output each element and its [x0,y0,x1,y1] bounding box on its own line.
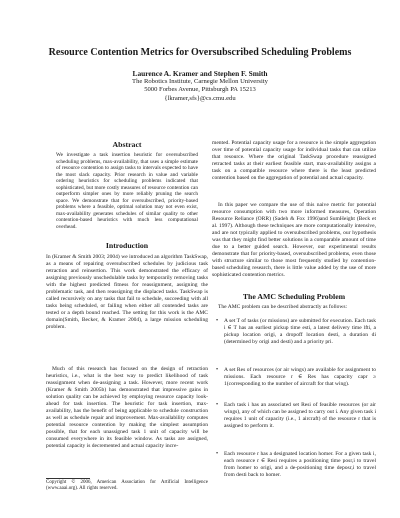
list-item-text: A set Res of resources (or air wings) are available for assignment to missions. Each resource r ∈ Res has capacity capr ≥ 1(corresponding to the number of aircraft for that wing). [224,367,376,388]
right-paragraph-1: mented. Potential capacity usage for a resource is the simple aggregation over time of potential capacity usage for individual tasks that can utilize that resource. Where the original TaskSwap procedure reassigned retracted tasks at their earliest feasible start, max-availability assigns a task on a compatible resource where there is the least predicted contention based on the aggregation of potential and actual capacity. [212,140,376,182]
bullet-icon: • [216,318,219,324]
affiliation-line-1: The Robotics Institute, Carnegie Mellon University [132,78,268,86]
introduction-paragraph-1: In (Kramer & Smith 2003; 2004) we introduced an algorithm TaskSwap, as a means of repairing oversubscribed schedules by judicious task retraction and reinsertion. This work demonstrated the efficacy of assigning previously unschedulable tasks by temporarily removing tasks with the highest predicted fitness for reassignment, assigning the problematic task, and then reassigning the displaced tasks. TaskSwap is called recursively on any tasks that fail to schedule, succeeding with all tasks being scheduled, or failing when either all contended tasks are tested or a depth bound reached. The setting for this work is the AMC domain(Smith, Becker, & Kramer 2004), a large mission scheduling problem. [46,254,208,331]
list-item [216,402,376,430]
list-item [216,318,376,346]
author-block [20,70,380,103]
list-item-text: A set T of tasks (or missions) are submitted for execution. Each task i ∈ T has an earliest pickup time esti, a latest delivery time lfti, a pickup location origi, a dropoff location desti, a duration di (determined by origi and desti) and a priority pri. [224,318,376,346]
right-paragraph-2: In this paper we compare the use of this naive metric for potential resource consumption with two more informed measures, Operation Resource Reliance (ORR) (Sadeh & Fox 1996)and SumHeight (Beck et al. 1997). Although these techniques are more computationally intensive, and are not typically applied to oversubscribed problems, our hypothesis was that they might find better solutions in a comparable amount of time due to a better guided search. However, our experimental results demonstrate that for priority-based, oversubscribed problems, even those with structure similar to those most frequently studied by contention-based scheduling research, there is little value added by the use of more sophisticated contention metrics. [212,202,376,279]
abstract-heading: Abstract [112,140,142,149]
bullet-icon: • [216,367,219,373]
introduction-paragraph-2: Much of this research has focused on the design of retraction heuristics, i.e., what is the best way to predict likelihood of task reassignment when de-assigning a task. However, more recent work (Kramer & Smith 2005b) has demonstrated that impressive gains in solution quality can be achieved by employing resource capacity look-ahead for task insertion. The heuristic for task insertion, max-availability, has the benefit of being applicable to schedule construction as well as schedule repair and improvement. Max-availability computes potential resource contention by making the simplest assumption possible, that for each unassigned task 1 unit of capacity will be consumed everywhere in its feasible window. As tasks are assigned, potential capacity is decremented and actual capacity incre- [46,366,208,450]
author-email: {lkramer,sfs}@cs.cmu.edu [164,94,236,102]
introduction-heading: Introduction [105,241,149,250]
list-item-text: Each resource r has a designated location homer. For a given task i, each resource r ∈ Resi requires a positioning time posr,i to travel from homer to origi, and a de-positioning time deposr,i to travel from desti back to homer. [224,451,376,479]
amc-heading: The AMC Scheduling Problem [242,292,346,301]
paper-title: Resource Contention Metrics for Oversubscribed Scheduling Problems [48,47,352,58]
bullet-icon: • [216,402,219,408]
amc-intro: The AMC problem can be described abstractly as follows: [218,304,348,310]
footnote-rule [46,478,90,479]
list-item [216,367,376,388]
list-item [216,451,376,479]
list-item-text: Each task i has an associated set Resi of feasible resources (or air wings), any of which can be assigned to carry out i. Any given task i requires 1 unit of capacity (i.e., 1 aircraft) of the resource r that is assigned to perform it. [224,402,376,430]
abstract-text: We investigate a task insertion heuristic for oversubscribed scheduling problems, max-availability, that uses a simple estimate of resource contention to assign tasks to intervals expected to have the most slack capacity. Prior research in value and variable ordering heuristics for scheduling problems indicated that sophisticated, but more costly measures of resource contention can outperform simpler ones by more reliably pruning the search space. We demonstrate that for oversubscribed, priority-based problems where a feasible, optimal solution may not even exist, max-availability generates schedules of similar quality to other contention-based heuristics with much less computational overhead. [56,152,198,231]
copyright-footnote: Copyright © 2006, American Association for Artificial Intelligence (www.aaai.org). All rights reserved. [46,480,208,492]
author-names: Laurence A. Kramer and Stephen F. Smith [132,69,268,78]
affiliation-line-2: 5000 Forbes Avenue, Pittsburgh PA 15213 [144,86,256,94]
bullet-icon: • [216,451,219,457]
